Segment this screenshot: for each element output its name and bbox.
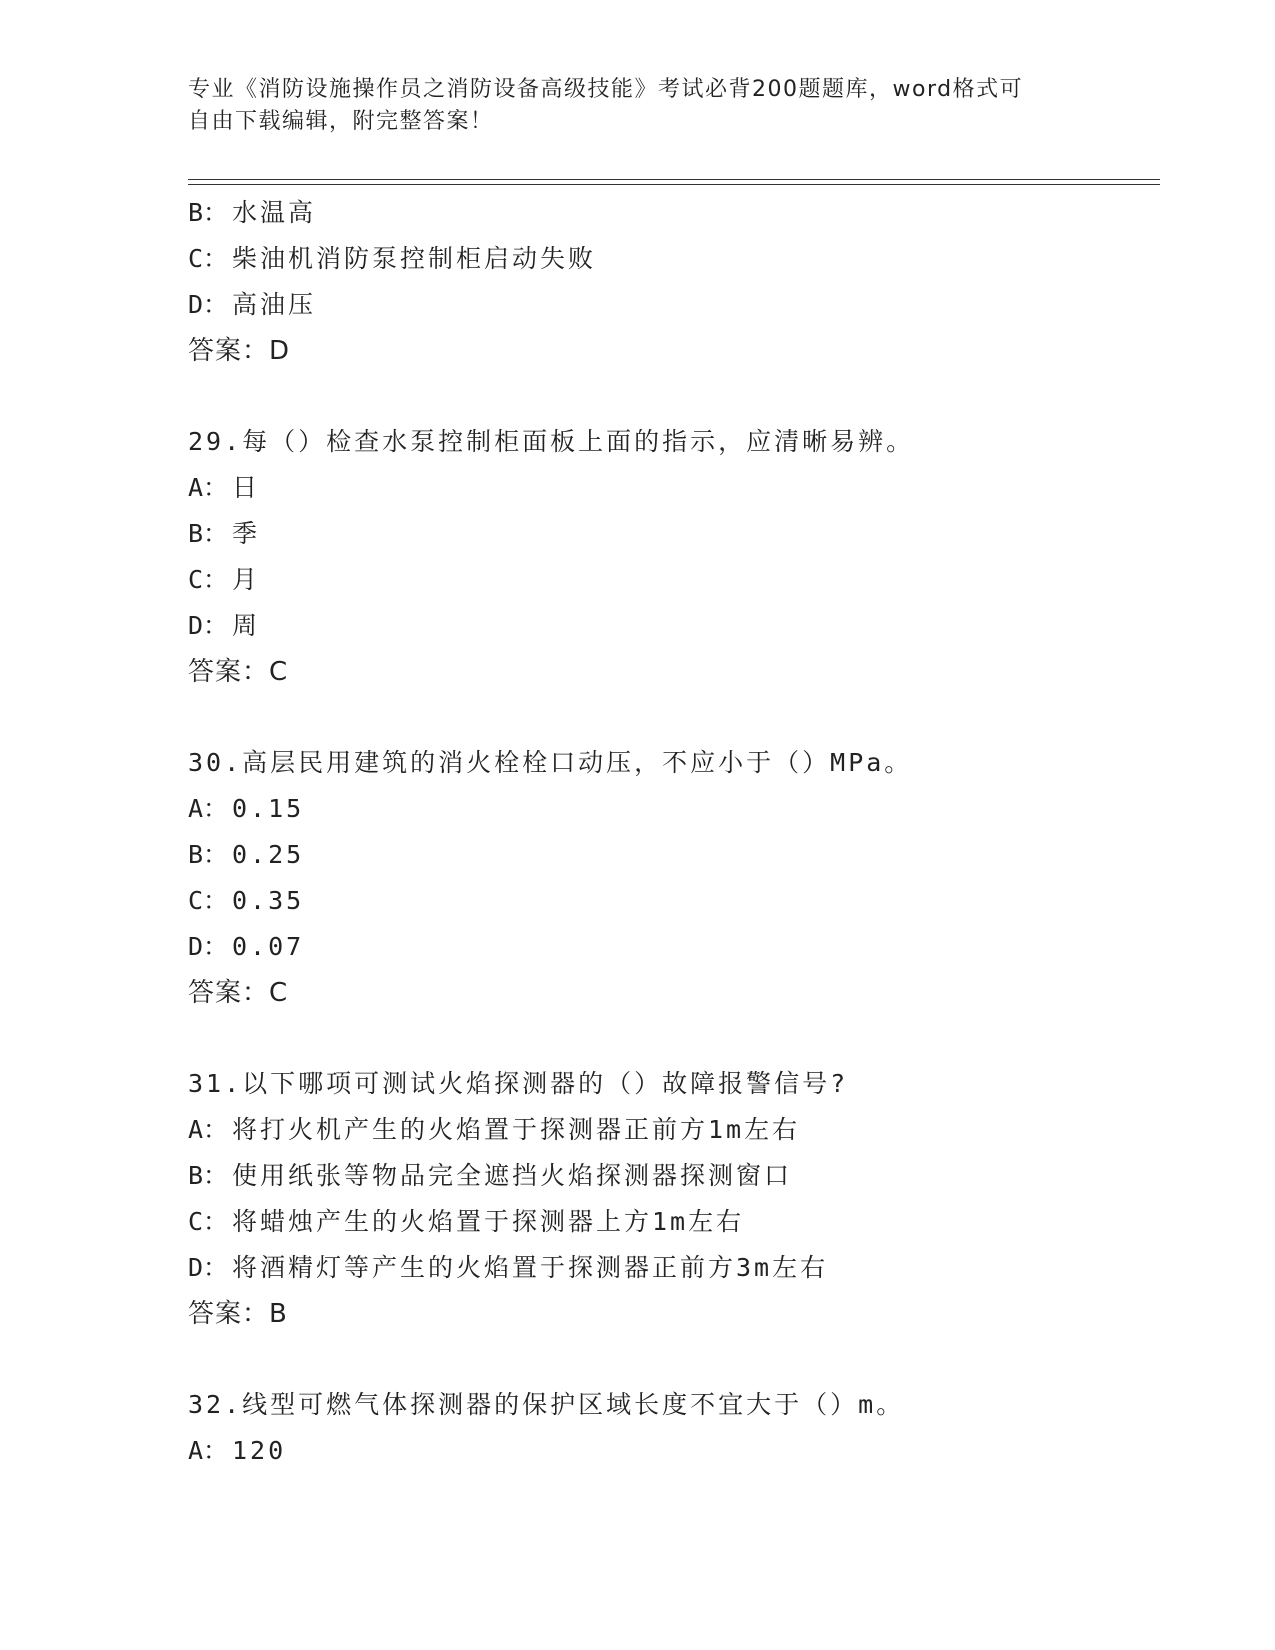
option-text: 高油压: [232, 290, 317, 319]
option-row: [188, 832, 1168, 878]
option-text: 120: [232, 1436, 287, 1465]
option-text: 季: [232, 519, 261, 548]
option-row: [188, 878, 1168, 924]
option-text: 0.07: [232, 932, 305, 961]
option-key: D：: [188, 611, 229, 640]
question-stem: 29.每（）检查水泵控制柜面板上面的指示，应清晰易辨。: [188, 427, 915, 456]
option-key: B：: [188, 1161, 229, 1190]
answer-line: 答案：B: [188, 1299, 288, 1329]
option-key: B：: [188, 840, 229, 869]
option-text: 0.25: [232, 840, 305, 869]
option-key: C：: [188, 244, 229, 273]
option-text: 日: [232, 473, 261, 502]
option-text: 将酒精灯等产生的火焰置于探测器正前方3m左右: [232, 1253, 829, 1282]
option-row: [188, 465, 1168, 511]
header-rule-bottom: [188, 184, 1160, 185]
option-text: 将打火机产生的火焰置于探测器正前方1m左右: [232, 1115, 801, 1144]
option-key: A：: [188, 1115, 229, 1144]
option-text: 周: [232, 611, 261, 640]
option-text: 柴油机消防泵控制柜启动失败: [232, 244, 597, 273]
option-text: 月: [232, 565, 261, 594]
option-row: [188, 1107, 1168, 1153]
header-rule-top: [188, 179, 1160, 180]
header-line-2: 自由下载编辑，附完整答案！: [188, 109, 494, 134]
answer-line: 答案：C: [188, 978, 289, 1008]
option-key: A：: [188, 794, 229, 823]
option-row: [188, 786, 1168, 832]
option-key: A：: [188, 1436, 229, 1465]
question-stem: 30.高层民用建筑的消火栓栓口动压，不应小于（）MPa。: [188, 748, 913, 777]
option-row: [188, 603, 1168, 649]
header-line-1: 专业《消防设施操作员之消防设备高级技能》考试必背200题题库，word格式可: [188, 77, 1024, 102]
option-key: C：: [188, 565, 229, 594]
option-text: 0.35: [232, 886, 305, 915]
option-row: [188, 282, 1168, 328]
option-key: C：: [188, 886, 229, 915]
option-row: [188, 236, 1168, 282]
option-row: [188, 511, 1168, 557]
answer-line: 答案：D: [188, 336, 291, 366]
option-key: B：: [188, 519, 229, 548]
option-key: A：: [188, 473, 229, 502]
option-text: 水温高: [232, 198, 317, 227]
answer-line: 答案：C: [188, 657, 289, 687]
option-text: 将蜡烛产生的火焰置于探测器上方1m左右: [232, 1207, 745, 1236]
option-key: D：: [188, 1253, 229, 1282]
option-key: D：: [188, 932, 229, 961]
option-row: [188, 1153, 1168, 1199]
question-stem: 32.线型可燃气体探测器的保护区域长度不宜大于（）m。: [188, 1390, 905, 1419]
option-key: D：: [188, 290, 229, 319]
option-row: [188, 1428, 1168, 1474]
option-row: [188, 1245, 1168, 1291]
document-header: [188, 74, 1068, 138]
option-text: 使用纸张等物品完全遮挡火焰探测器探测窗口: [232, 1161, 793, 1190]
option-row: [188, 924, 1168, 970]
option-row: [188, 1199, 1168, 1245]
question-stem: 31.以下哪项可测试火焰探测器的（）故障报警信号?: [188, 1069, 849, 1098]
option-row: [188, 190, 1168, 236]
option-key: C：: [188, 1207, 229, 1236]
option-key: B：: [188, 198, 229, 227]
question-list: [188, 190, 1168, 1474]
option-text: 0.15: [232, 794, 305, 823]
option-row: [188, 557, 1168, 603]
